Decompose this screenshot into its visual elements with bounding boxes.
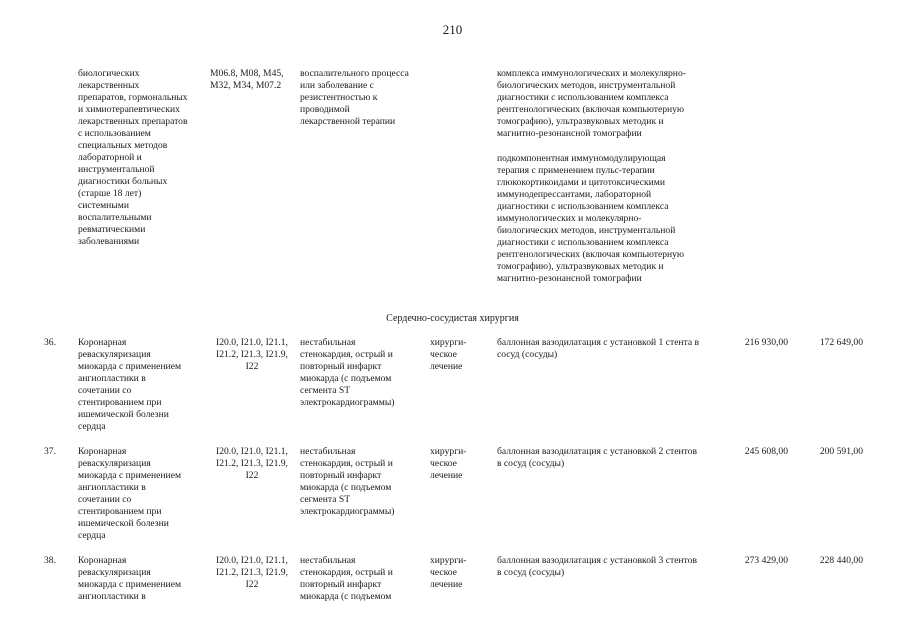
row-value-2: 172 649,00 [819,337,863,348]
row-value-1: 216 930,00 [744,337,788,348]
row-kind: хирурги- ческое лечение [430,555,467,590]
row-model: нестабильная стенокардия, острый и повторный инфаркт миокарда (с подъемом [300,555,393,602]
row-model: нестабильная стенокардия, острый и повторный инфаркт миокарда (с подъемом сегмента ST электрокардиограммы) [300,337,395,408]
row-name: Коронарная реваскуляризация миокарда с применением ангиопластики в [78,555,182,602]
row-kind: хирурги- ческое лечение [430,446,467,481]
row-number: 38. [44,555,56,566]
row-value-1: 245 608,00 [744,446,788,457]
row-number: 37. [44,446,56,457]
continuation-codes: M06.8, M08, M45, M32, M34, M07.2 [210,68,284,91]
row-value-2: 200 591,00 [819,446,863,457]
row-codes: I20.0, I21.0, I21.1, I21.2, I21.3, I21.9, I22 [216,337,288,372]
row-method: баллонная вазодилатация с установкой 2 стентов в сосуд (сосуды) [497,446,697,469]
row-value-2: 228 440,00 [819,555,863,566]
row-codes: I20.0, I21.0, I21.1, I21.2, I21.3, I21.9, I22 [216,446,288,481]
continuation-model: воспалительного процесса или заболевание с резистентностью к проводимой лекарственной терапии [300,68,409,127]
row-codes: I20.0, I21.0, I21.1, I21.2, I21.3, I21.9, I22 [216,555,288,590]
row-method: баллонная вазодилатация с установкой 1 стента в сосуд (сосуды) [497,337,700,360]
row-method: баллонная вазодилатация с установкой 3 стентов в сосуд (сосуды) [497,555,697,578]
row-value-1: 273 429,00 [744,555,788,566]
row-name: Коронарная реваскуляризация миокарда с применением ангиопластики в сочетании со стентированием при ишемической болезни сердца [78,446,182,541]
continuation-method-2: подкомпонентная иммуномодулирующая терапия с применением пульс-терапии глюкокортикоидами и цитотоксическими иммунодепрессантами, лабораторной диагностики с использованием комплекса иммунологических и молекулярно- биологических методов, инструментальной диагностики с использованием комплекса рентгенологических (включая компьютерную томографию), ультразвуковых методик и магнитно-резонансной томографии [497,153,685,284]
row-kind: хирурги- ческое лечение [430,337,467,372]
continuation-name: биологических лекарственных препаратов, гормональных и химиотерапевтических лекарственных препаратов с использованием специальных методов лабораторной и инструментальной диагностики больных (старше 18 лет) системными воспалительными ревматическими заболеваниями [78,68,188,247]
section-title: Сердечно-сосудистая хирургия [386,313,519,324]
row-model: нестабильная стенокардия, острый и повторный инфаркт миокарда (с подъемом сегмента ST электрокардиограммы) [300,446,395,517]
row-number: 36. [44,337,56,348]
continuation-method-1: комплекса иммунологических и молекулярно- биологических методов, инструментальной диагностики с использованием комплекса рентгенологических (включая компьютерную томографию), ультразвуковых методик и магнитно-резонансной томографии [497,68,686,139]
row-name: Коронарная реваскуляризация миокарда с применением ангиопластики в сочетании со стентированием при ишемической болезни сердца [78,337,182,432]
page-number: 210 [442,22,463,37]
